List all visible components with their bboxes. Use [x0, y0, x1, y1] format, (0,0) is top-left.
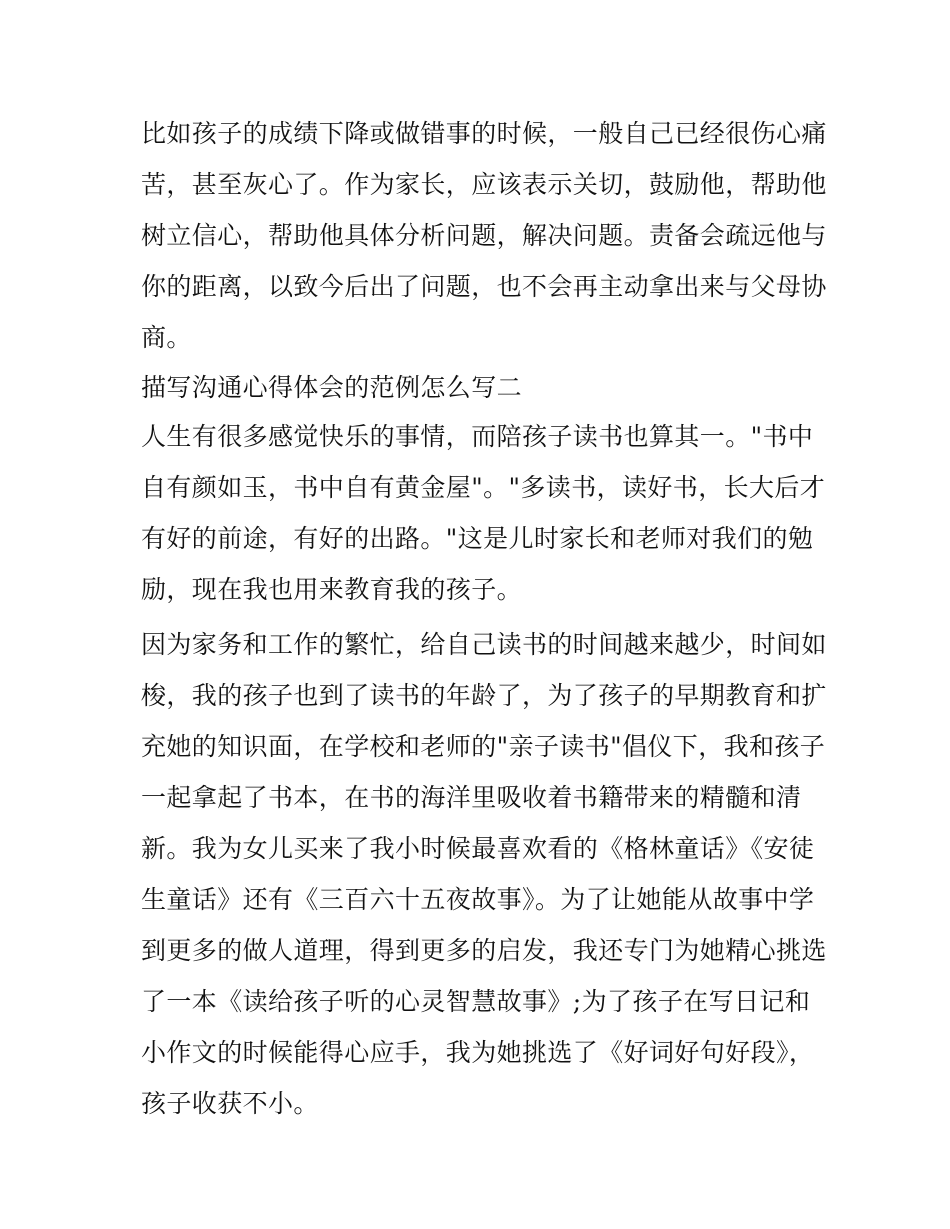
- text-line: 有好的前途，有好的出路。"这是儿时家长和老师对我们的勉: [141, 524, 814, 553]
- text-line: 自有颜如玉，书中自有黄金屋"。"多读书，读好书，长大后才: [141, 473, 826, 502]
- text-line: 小作文的时候能得心应手，我为她挑选了《好词好句好段》，: [141, 1038, 815, 1067]
- text-line: 一起拿起了书本，在书的海洋里吸收着书籍带来的精髓和清: [141, 783, 802, 812]
- paragraph-2: [141, 411, 826, 615]
- paragraph-3: [141, 619, 827, 1129]
- text-line: 苦，甚至灰心了。作为家长，应该表示关切，鼓励他，帮助他: [141, 170, 827, 199]
- text-line: 梭，我的孩子也到了读书的年龄了，为了孩子的早期教育和扩: [141, 681, 827, 710]
- text-line: 励，现在我也用来教育我的孩子。: [141, 575, 523, 604]
- paragraph-1: [141, 108, 827, 363]
- text-line: 到更多的做人道理，得到更多的启发，我还专门为她精心挑选: [141, 936, 827, 965]
- text-line: 了一本《读给孩子听的心灵智慧故事》;为了孩子在写日记和: [141, 987, 811, 1016]
- text-line: 商。: [141, 323, 192, 352]
- text-line: 充她的知识面，在学校和老师的"亲子读书"倡仪下，我和孩子: [141, 732, 826, 761]
- text-line: 树立信心，帮助他具体分析问题，解决问题。责备会疏远他与: [141, 221, 827, 250]
- text-line: 人生有很多感觉快乐的事情，而陪孩子读书也算其一。"书中: [141, 422, 814, 451]
- section-heading: 描写沟通心得体会的范例怎么写二: [141, 373, 523, 402]
- text-line: 比如孩子的成绩下降或做错事的时候，一般自己已经很伤心痛: [141, 119, 827, 148]
- text-line: 生童话》还有《三百六十五夜故事》。为了让她能从故事中学: [141, 885, 815, 914]
- text-line: 孩子收获不小。: [141, 1089, 319, 1118]
- text-line: 因为家务和工作的繁忙，给自己读书的时间越来越少，时间如: [141, 630, 827, 659]
- document-body: [141, 108, 827, 1129]
- text-line: 新。我为女儿买来了我小时候最喜欢看的《格林童话》《安徒: [141, 834, 815, 863]
- text-line: 你的距离，以致今后出了问题，也不会再主动拿出来与父母协: [141, 272, 827, 301]
